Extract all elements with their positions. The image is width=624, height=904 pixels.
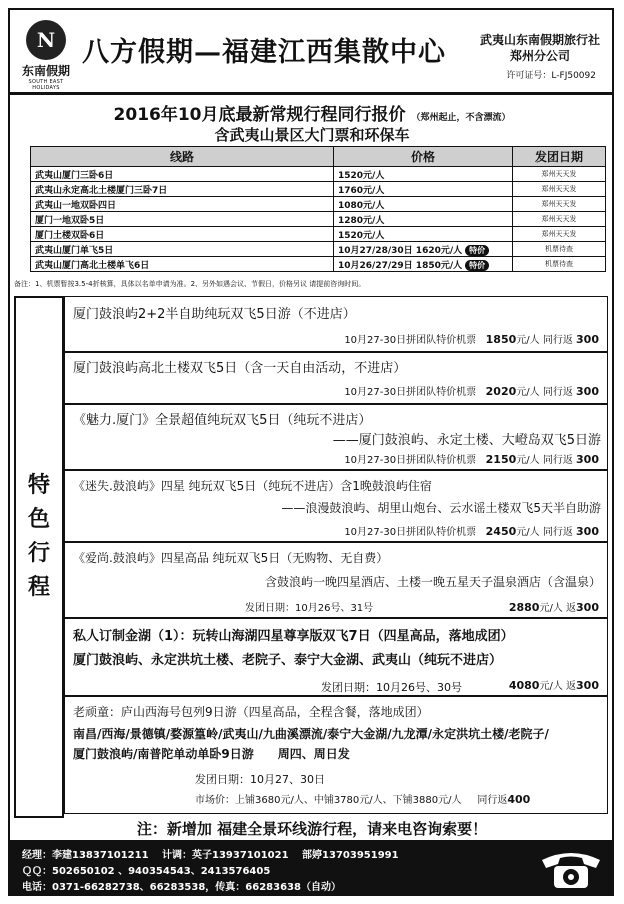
logo-emblem: N <box>26 20 66 60</box>
package-rebate-label: 元/人 返 <box>539 603 577 614</box>
price-cell <box>334 182 513 197</box>
logo-cn: 东南假期 <box>21 64 70 78</box>
package-dates: 10月27-30日拼团队特价机票 <box>344 455 477 466</box>
package-dates: 10月27-30日拼团队特价机票 <box>344 387 477 398</box>
package-info <box>344 523 599 538</box>
package-dates: 发团日期：10月26号、31号 <box>245 603 374 614</box>
package-rebate: 300 <box>576 385 599 398</box>
package-dates: 10月27-30日拼团队特价机票 <box>344 527 477 538</box>
package-card <box>64 404 608 470</box>
price-row <box>31 182 606 197</box>
package-rebate: 300 <box>576 525 599 538</box>
package-title: 《迷失.鼓浪屿》四星 纯玩双飞5日（纯玩不进店）含1晚鼓浪屿住宿 <box>73 479 432 493</box>
package-card <box>64 618 608 696</box>
price-note: 备注：1、机票暂按3.5-4折核算，具体以名单申请为准。2、另外如遇会议、节假日，价格另议 请提前咨询时间。 <box>14 280 366 288</box>
date-cell: 郑州天天发 <box>513 227 606 242</box>
price-cell <box>334 197 513 212</box>
quote-title-text: 2016年10月底最新常规行程同行报价 <box>113 105 406 125</box>
side-char-2: 色 <box>27 506 50 532</box>
package-title: 厦门鼓浪屿高北土楼双飞5日（含一天自由活动，不进店） <box>73 361 407 376</box>
price-cell <box>334 212 513 227</box>
package-card <box>64 470 608 542</box>
price-table-header <box>31 147 606 167</box>
package-subtitle: 厦门鼓浪屿、永定洪坑土楼、老院子、泰宁大金湖、武夷山（纯玩不进店） <box>73 653 503 668</box>
date-cell: 郑州天天发 <box>513 182 606 197</box>
date-cell: 郑州天天发 <box>513 212 606 227</box>
route-cell: 厦门土楼双卧6日 <box>31 227 334 242</box>
header-divider <box>10 92 614 95</box>
side-char-3: 行 <box>27 540 50 566</box>
price-value: 1520元/人 <box>338 170 385 181</box>
package-info <box>509 599 599 614</box>
package-market-price: 市场价：上铺3680元/人、中铺3780元/人、下铺3880元/人 <box>195 795 462 806</box>
package-subtitle: 含鼓浪屿一晚四星酒店、土楼一晚五星天子温泉酒店（含温泉） <box>264 575 601 589</box>
package-price: 1850 <box>485 333 517 346</box>
package-price: 2880 <box>508 601 540 614</box>
route-cell: 武夷山厦门高北土楼单飞6日 <box>31 257 334 272</box>
contact-line-2: ＱＱ：502650102 、940354543、2413576405 <box>22 866 271 877</box>
price-cell <box>334 242 513 257</box>
date-cell: 郑州天天发 <box>513 197 606 212</box>
package-title: 《魅力.厦门》全景超值纯玩双飞5日（纯玩不进店） <box>73 413 372 428</box>
package-info <box>344 383 599 398</box>
package-subtitle: 南昌/西海/景德镇/婺源篁岭/武夷山/九曲溪漂流/泰宁大金湖/九龙潭/永定洪坑土楼/老院子/ <box>73 727 549 741</box>
date-cell: 郑州天天发 <box>513 167 606 182</box>
package-rebate: 300 <box>576 333 599 346</box>
route-cell: 厦门一地双卧5日 <box>31 212 334 227</box>
company-logo <box>16 20 76 91</box>
price-row <box>31 242 606 257</box>
package-info <box>195 791 530 806</box>
telephone-icon <box>538 846 604 892</box>
special-offer-badge: 特价 <box>465 260 489 271</box>
price-value: 1080元/人 <box>338 200 385 211</box>
package-rebate-label: 元/人 同行返 <box>516 335 573 346</box>
agency-name <box>480 32 600 64</box>
price-table <box>30 146 606 272</box>
package-card <box>64 696 608 814</box>
price-value: 10月27/28/30日 1620元/人 <box>338 245 463 256</box>
quote-title-note: （郑州起止，不含漂流） <box>411 113 511 123</box>
header-date: 发团日期 <box>513 147 606 167</box>
route-cell: 武夷山厦门单飞5日 <box>31 242 334 257</box>
agency-line-1: 武夷山东南假期旅行社 <box>479 33 600 47</box>
package-card <box>64 542 608 618</box>
package-info <box>344 331 599 346</box>
package-info <box>509 677 599 692</box>
package-card <box>64 296 608 352</box>
route-cell: 武夷山一地双卧四日 <box>31 197 334 212</box>
price-value: 10月26/27/29日 1850元/人 <box>338 260 463 271</box>
package-title: 《爱尚.鼓浪屿》四星高品 纯玩双飞5日（无购物、无自费） <box>73 551 389 565</box>
date-cell: 机票待查 <box>513 257 606 272</box>
package-rebate-label: 元/人 返 <box>539 681 577 692</box>
package-title: 厦门鼓浪屿2+2半自助纯玩双飞5日游（不进店） <box>73 307 356 322</box>
package-dates: 发团日期：10月26号、30号 <box>321 681 462 694</box>
package-title: 私人订制金湖（1）：玩转山海湖四星尊享版双飞7日（四星高品，落地成团） <box>73 629 514 644</box>
notice-banner: 注：新增加 福建全景环线游行程，请来电咨询索要！ <box>136 820 488 838</box>
package-rebate-label: 同行返 <box>477 795 508 806</box>
package-price: 2020 <box>485 385 517 398</box>
contact-line-1: 经理：李建13837101211 计调：英子13937101021 部婷13703951991 <box>22 850 399 861</box>
quote-title <box>0 100 624 125</box>
package-dates: 发团日期：10月27、30日 <box>195 773 325 786</box>
date-cell: 机票待查 <box>513 242 606 257</box>
package-rebate: 400 <box>507 793 531 806</box>
license-number: 许可证号：L-FJ50092 <box>506 71 596 81</box>
price-value: 1280元/人 <box>338 215 385 226</box>
package-rebate-label: 元/人 同行返 <box>516 387 573 398</box>
price-cell <box>334 257 513 272</box>
quote-subtitle: 含武夷山景区大门票和环保车 <box>214 126 410 144</box>
price-row <box>31 212 606 227</box>
package-rebate: 300 <box>576 601 599 614</box>
package-dates: 10月27-30日拼团队特价机票 <box>344 335 477 346</box>
package-price: 2450 <box>485 525 517 538</box>
package-rebate-label: 元/人 同行返 <box>516 527 573 538</box>
agency-line-2: 郑州分公司 <box>509 49 570 63</box>
package-title: 老顽童：庐山西海号包列9日游（四星高品，全程含餐，落地成团） <box>73 705 429 719</box>
package-price: 2150 <box>485 453 517 466</box>
price-row <box>31 227 606 242</box>
package-rebate: 300 <box>576 679 599 692</box>
price-row <box>31 197 606 212</box>
contact-footer <box>10 840 614 896</box>
route-cell: 武夷山永定高北土楼厦门三卧7日 <box>31 182 334 197</box>
price-value: 1760元/人 <box>338 185 385 196</box>
price-value: 1520元/人 <box>338 230 385 241</box>
package-rebate-label: 元/人 同行返 <box>516 455 573 466</box>
package-rebate: 300 <box>576 453 599 466</box>
page-title: 八方假期—福建江西集散中心 <box>82 37 446 68</box>
price-cell <box>334 167 513 182</box>
side-char-1: 特 <box>27 472 50 498</box>
price-cell <box>334 227 513 242</box>
header-price: 价格 <box>334 147 513 167</box>
contact-line-3: 电话：0371-66282738、66283538，传真：66283638（自动） <box>22 882 341 893</box>
price-row <box>31 257 606 272</box>
special-offer-badge: 特价 <box>465 245 489 256</box>
package-info <box>344 451 599 466</box>
logo-en: SOUTH EAST HOLIDAYS <box>28 79 64 91</box>
package-subtitle: ——浪漫鼓浪屿、胡里山炮台、云水谣土楼双飞5天半自助游 <box>281 501 601 515</box>
package-card <box>64 352 608 404</box>
price-row <box>31 167 606 182</box>
header-route: 线路 <box>31 147 334 167</box>
route-cell: 武夷山厦门三卧6日 <box>31 167 334 182</box>
package-subtitle-2: 厦门鼓浪屿/南普陀单动单卧9日游 周四、周日发 <box>73 747 350 761</box>
package-price: 4080 <box>508 679 540 692</box>
specials-side-label <box>14 296 64 818</box>
package-subtitle: ——厦门鼓浪屿、永定土楼、大嶝岛双飞5日游 <box>332 433 601 448</box>
side-char-4: 程 <box>27 574 50 600</box>
